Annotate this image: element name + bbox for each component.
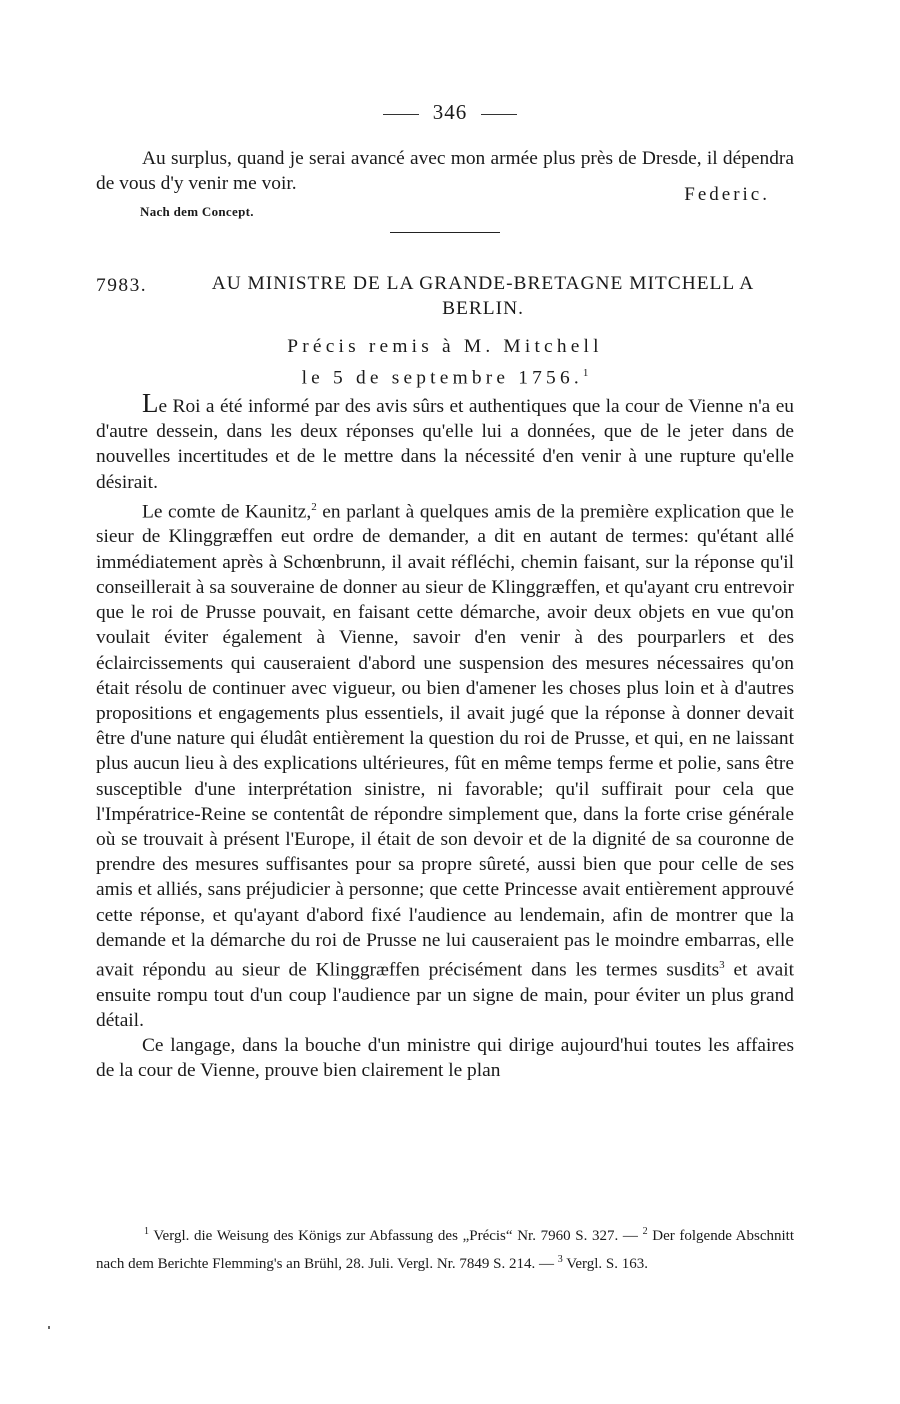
document-subheading <box>96 334 794 391</box>
footnote-1-text: Vergl. die Weisung des Königs zur Abfassung des „Précis“ Nr. 7960 S. 327. — <box>153 1228 638 1244</box>
subheading-line-1: Précis remis à M. Mitchell <box>287 336 603 357</box>
document-heading <box>96 271 794 321</box>
main-text <box>96 388 795 1083</box>
footnote-1-number: 1 <box>144 1226 149 1237</box>
subheading-date: le 5 de septembre 1756. <box>301 367 583 389</box>
paragraph-2-text-a: Le comte de Kaunitz, <box>142 501 312 523</box>
footnote-2-text: Der folgende Abschnitt nach dem Berichte Flemming's an Brühl, 28. Juli. Vergl. Nr. 7849 S. 214. — <box>96 1228 795 1272</box>
paragraph-1-text: e Roi a été informé par des avis sûrs et authentiques que la cour de Vienne n'a eu d'autre dessein, dans les deux réponses qu'elle lui a données, que de le jeter dans de nouvelles incertitudes et de le mettre dans la nécessité d'en venir à une rupture qu'elle désirait. <box>96 396 794 493</box>
closing-paragraph: Au surplus, quand je serai avancé avec mon armée plus près de Dresde, il dépendra de vous d'y venir me voir. <box>96 148 794 195</box>
subheading-line-2 <box>96 360 794 391</box>
footnote-block <box>96 1220 794 1276</box>
paragraph-2 <box>96 495 794 1033</box>
footnote-ref-2: 2 <box>311 500 317 513</box>
scan-speck <box>48 1326 50 1329</box>
signature: Federic. <box>684 184 770 205</box>
section-divider <box>390 232 500 233</box>
footnote-3-number: 3 <box>557 1254 563 1265</box>
footnote-2-number: 2 <box>642 1226 648 1237</box>
paragraph-3: Ce langage, dans la bouche d'un ministre qui dirige aujourd'hui toutes les affaires de la cour de Vienne, prouve bien clairement le plan <box>96 1035 794 1082</box>
page-number: 346 <box>432 100 468 124</box>
paragraph-1 <box>96 388 794 495</box>
paragraph-1-initial: L <box>142 388 159 418</box>
source-note: Nach dem Concept. <box>140 204 254 219</box>
paragraph-2-text-c: et avait ensuite rompu tout d'un coup l'audience par un signe de main, pour éviter un plus grand détail. <box>96 959 795 1031</box>
footnotes <box>96 1220 794 1276</box>
paragraph-2-text-b: en parlant à quelques amis de la première explication que le sieur de Klinggræffen eut ordre de demander, a dit en autant de termes: qu'étant allé immédiatement après à Schœnbrunn, il avait réfléchi, chemin faisant, sur la réponse qu'il conseillerait à sa souveraine de donner au sieur de Klinggræffen, et qu'ayant cru entrevoir que le roi de Prusse pouvait, en faisant cette démarche, avoir deux objets en vue qu'on voulait éviter également à Vienne, savoir d'en venir à des pourparlers et des éclaircissements qui causeraient d'abord une suspension des mesures nécessaires qu'on était résolu de continuer avec vigueur, ou bien d'amener les choses plus loin et à d'autres propositions et engagements plus essentiels, il avait jugé que la réponse à donner devait être d'une nature qui éludât entièrement la question du roi de Prusse, et qui, en ne laissant plus aucun lieu à des explications ultérieures, fût en même temps ferme et polie, sans être susceptible d'une interprétation sinistre, ni favorable; qu'il suffirait pour cela que l'Impératrice-Reine se contentât de répondre simplement que, dans la forte crise générale où se trouvait à présent l'Europe, il était de son devoir et de la dignité de sa couronne de prendre des mesures suffisantes pour sa propre sûreté, aussi bien que pour celle de ses amis et alliés, sans préjudicier à personne; que cette Princesse avait entièrement approuvé cette réponse, et qu'ayant d'abord fixé l'audience au lendemain, afin de montrer que la demande et la démarche du roi de Prusse ne lui causeraient pas le moindre embarras, elle avait répondu au sieur de Klinggræffen précisément dans les termes susdits <box>96 501 794 981</box>
document-number: 7983. <box>96 275 148 296</box>
header-dash-right <box>481 114 517 115</box>
footnote-3-text: Vergl. S. 163. <box>566 1256 648 1272</box>
footnote-ref-1: 1 <box>582 367 589 379</box>
header-dash-left <box>383 114 419 115</box>
footnote-ref-3: 3 <box>719 958 725 971</box>
document-title: AU MINISTRE DE LA GRANDE-BRETAGNE MITCHELL A BERLIN. <box>211 273 755 319</box>
page-header <box>0 100 900 125</box>
